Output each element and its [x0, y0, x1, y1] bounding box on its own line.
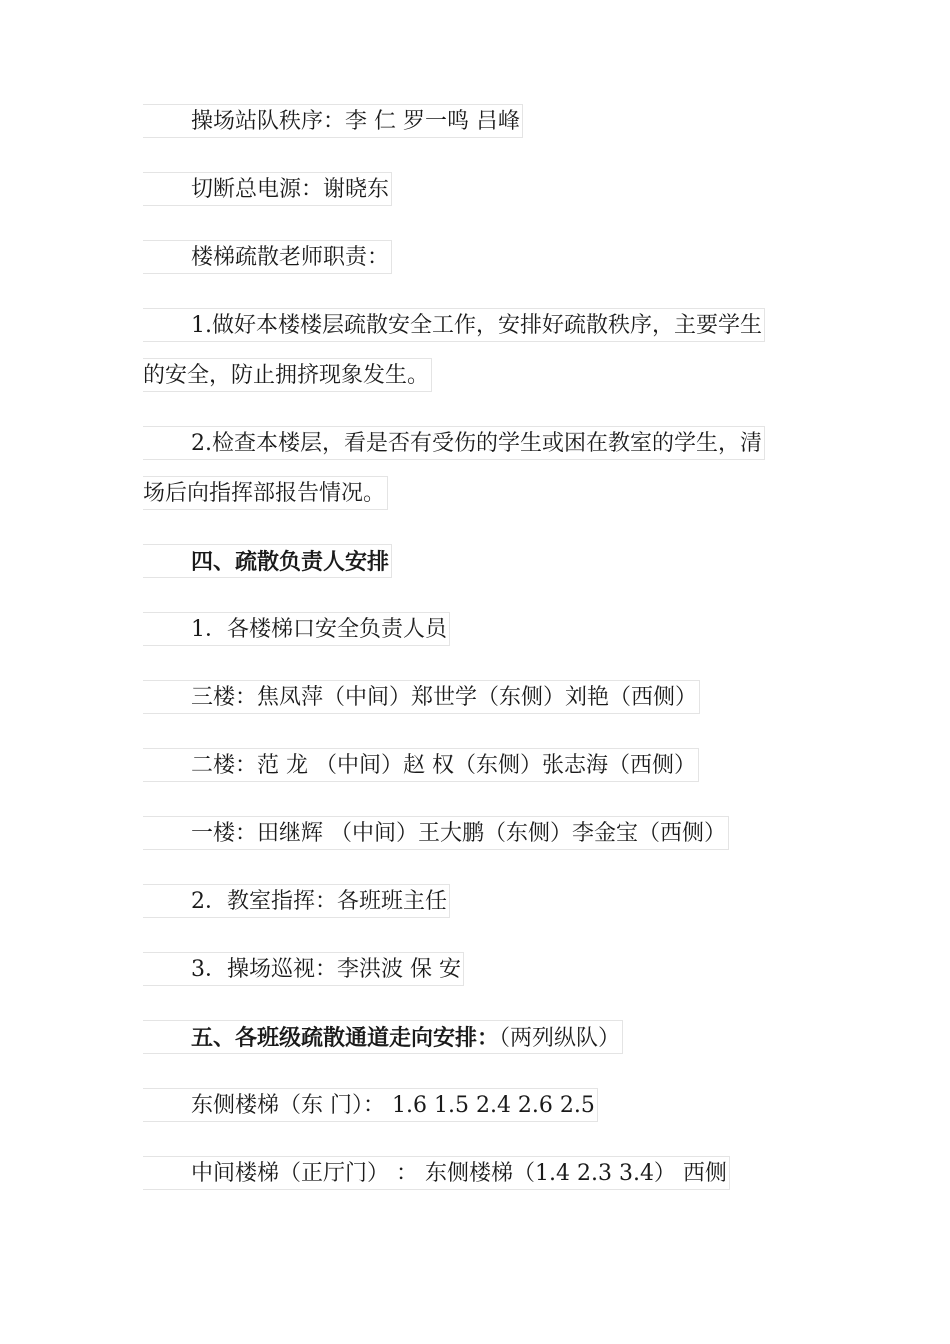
section-heading-text: 五、各班级疏散通道走向安排： [191, 1025, 500, 1051]
text-line-duty-1-b: 的安全，防止拥挤现象发生。 [143, 358, 432, 392]
text-line-stair-safety-staff: 1．各楼梯口安全负责人员 [143, 612, 450, 646]
text-line-first-floor: 一楼：田继辉 （中间）王大鹏（东侧）李金宝（西侧） [143, 816, 729, 850]
text-line-second-floor: 二楼：范 龙 （中间）赵 权（东侧）张志海（西侧） [143, 748, 699, 782]
text-line-power-off: 切断总电源：谢晓东 [143, 172, 392, 206]
text-line-playground-patrol: 3．操场巡视：李洪波 保 安 [143, 952, 464, 986]
text-line-stair-teacher-duty: 楼梯疏散老师职责： [143, 240, 392, 274]
text-line-playground-order: 操场站队秩序：李 仁 罗一鸣 吕峰 [143, 104, 523, 138]
section-heading-evacuation-routes [143, 1020, 623, 1054]
section-heading-note: （两列纵队） [499, 1026, 621, 1051]
text-line-classroom-command: 2．教室指挥：各班班主任 [143, 884, 450, 918]
text-line-duty-2-a: 2.检查本楼层，看是否有受伤的学生或困在教室的学生，清 [143, 426, 765, 460]
section-heading-evacuation-leaders: 四、疏散负责人安排 [143, 544, 392, 578]
text-line-middle-stair: 中间楼梯（正厅门） ： 东侧楼梯（1.4 2.3 3.4） 西侧 [143, 1156, 730, 1190]
text-line-duty-2-b: 场后向指挥部报告情况。 [143, 476, 388, 510]
text-line-third-floor: 三楼：焦凤萍（中间）郑世学（东侧）刘艳（西侧） [143, 680, 700, 714]
text-line-duty-1-a: 1.做好本楼楼层疏散安全工作，安排好疏散秩序，主要学生 [143, 308, 765, 342]
text-line-east-stair: 东侧楼梯（东 门）： 1.6 1.5 2.4 2.6 2.5 [143, 1088, 598, 1122]
